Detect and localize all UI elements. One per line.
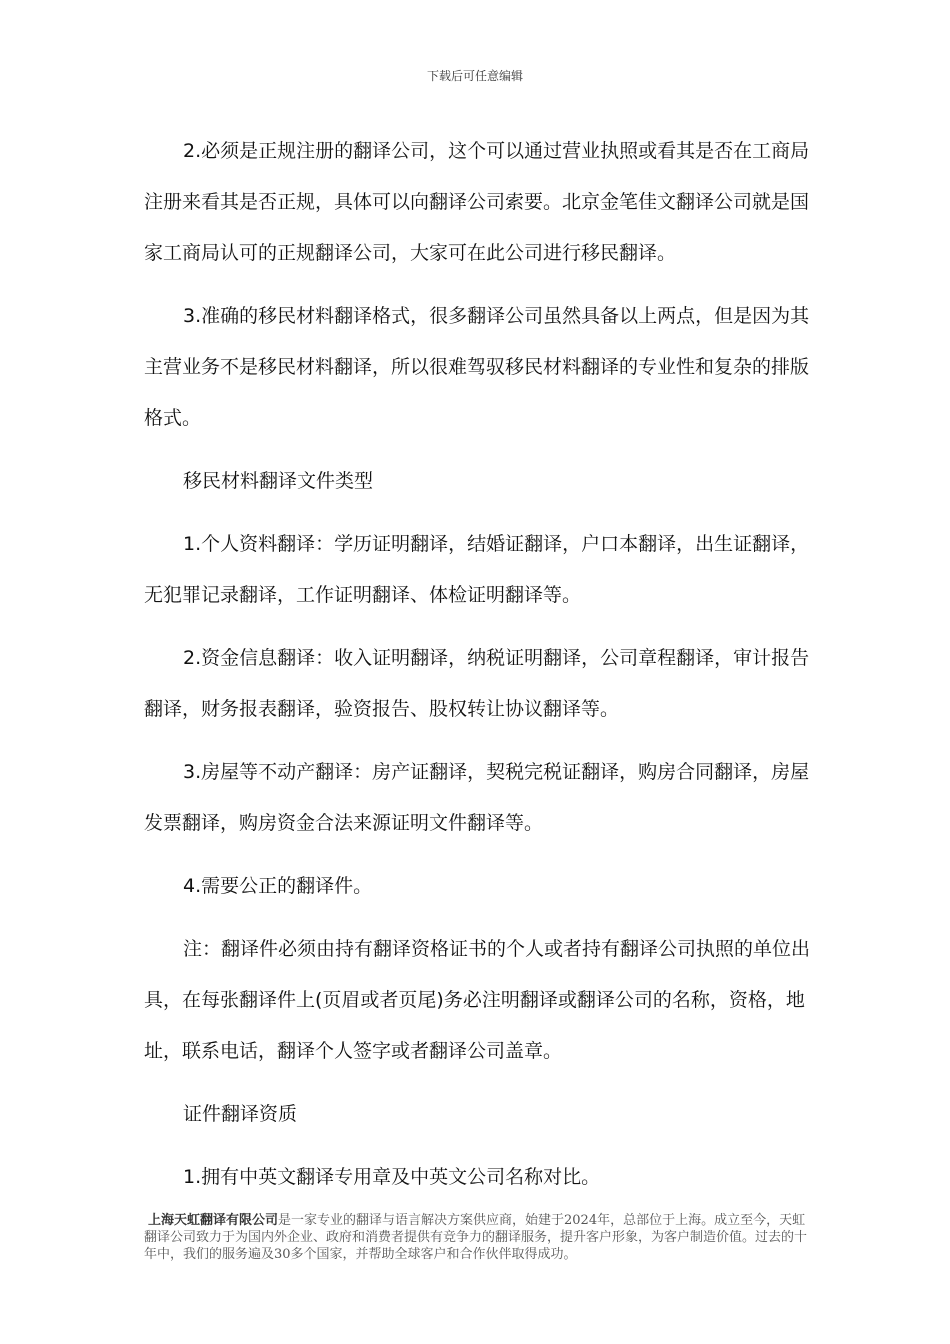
heading-document-types: 移民材料翻译文件类型: [183, 470, 374, 492]
paragraph-registered-company: 2.必须是正规注册的翻译公司，这个可以通过营业执照或看其是否在工商局注册来看其是否正规，具体可以向翻译公司索要。北京金笔佳文翻译公司就是国家工商局认可的正规翻译公司，大家可在此公司进行移民翻译。: [144, 140, 810, 264]
paragraph-translation-format: 3.准确的移民材料翻译格式，很多翻译公司虽然具备以上两点，但是因为其主营业务不是移民材料翻译，所以很难驾驭移民材料翻译的专业性和复杂的排版格式。: [144, 305, 810, 429]
footer-company-text: 是一家专业的翻译与语言解决方案供应商，始建于2024年，总部位于上海。成立至今，天虹翻译公司致力于为国内外企业、政府和消费者提供有竞争力的翻译服务，提升客户形象，为客户制造价值。过去的十年中，我们的服务遍及30多个国家，并帮助全球客户和合作伙伴取得成功。: [144, 1213, 808, 1262]
paragraph-property-documents: 3.房屋等不动产翻译：房产证翻译，契税完税证翻译，购房合同翻译，房屋发票翻译，购房资金合法来源证明文件翻译等。: [144, 761, 810, 834]
paragraph-notarized-documents: 4.需要公正的翻译件。: [183, 875, 373, 897]
document-body: [144, 126, 824, 1215]
heading-certificate-qualifications: 证件翻译资质: [183, 1103, 298, 1125]
paragraph-financial-documents: 2.资金信息翻译：收入证明翻译，纳税证明翻译，公司章程翻译，审计报告翻译，财务报表翻译，验资报告、股权转让协议翻译等。: [144, 647, 810, 720]
footer-company-description: [144, 1212, 816, 1263]
paragraph-note: 注：翻译件必须由持有翻译资格证书的个人或者持有翻译公司执照的单位出具，在每张翻译件上(页眉或者页尾)务必注明翻译或翻译公司的名称，资格，地址，联系电话，翻译个人签字或者翻译公司盖章。: [144, 938, 811, 1062]
paragraph-translation-seal: 1.拥有中英文翻译专用章及中英文公司名称对比。: [183, 1166, 601, 1188]
paragraph-personal-documents: 1.个人资料翻译：学历证明翻译，结婚证翻译，户口本翻译，出生证翻译，无犯罪记录翻译，工作证明翻译、体检证明翻译等。: [144, 533, 810, 606]
header-note: 下载后可任意编辑: [426, 69, 523, 83]
footer-company-name: 上海天虹翻译有限公司: [148, 1213, 279, 1228]
